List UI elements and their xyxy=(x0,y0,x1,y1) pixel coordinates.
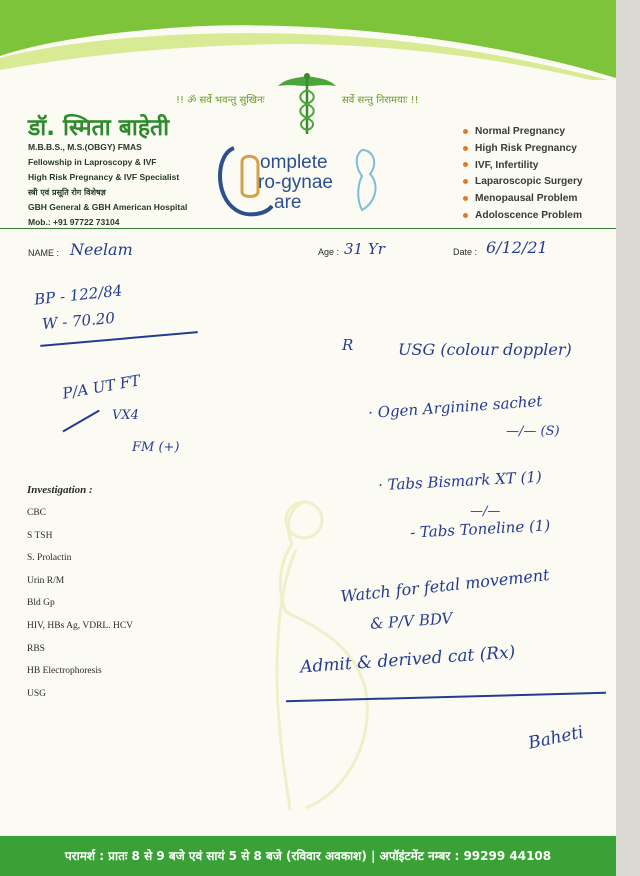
investigation-item: HIV, HBs Ag, VDRL. HCV xyxy=(27,620,134,631)
service-item: High Risk Pregnancy xyxy=(463,141,583,158)
investigation-title: Investigation : xyxy=(27,484,93,496)
header-divider xyxy=(0,228,616,229)
rx-instruction-3: Admit & derived cat (Rx) xyxy=(299,642,516,678)
investigation-item: S. Prolactin xyxy=(27,553,72,564)
pa-tick-stroke xyxy=(62,410,99,432)
visit-date: 6/12/21 xyxy=(486,238,548,257)
service-item: Menopausal Problem xyxy=(463,191,583,208)
rx-line-bismark: · Tabs Bismark XT (1) xyxy=(377,467,543,495)
bullet-icon xyxy=(463,196,468,201)
logo-line-1: omplete xyxy=(260,152,328,173)
rx-line-toneline: - Tabs Toneline (1) xyxy=(409,516,551,542)
logo-line-3: are xyxy=(274,192,302,213)
underline-stroke xyxy=(40,331,198,346)
rx-dose-sachet: —/— (S) xyxy=(506,424,560,439)
doctor-name: डॉ. स्मिता बाहेती xyxy=(28,115,170,141)
bullet-icon xyxy=(463,162,468,167)
fm-note: FM (+) xyxy=(132,440,180,455)
patient-name: Neelam xyxy=(70,240,133,259)
rx-symbol: R xyxy=(342,336,354,354)
header-wave-band xyxy=(0,0,640,80)
credential-line: स्त्री एवं प्रसूति रोग विशेषज्ञ xyxy=(28,188,106,197)
rx-instruction-1: Watch for fetal movement xyxy=(339,565,551,606)
footer-timings: परामर्श : प्रातः 8 से 9 बजे एवं सायं 5 से 8 बजे (रविवार अवकाश) | अपॉइंटमेंट नम्बर : 99299 44108 xyxy=(64,849,552,863)
investigation-item: Urin R/M xyxy=(27,575,65,586)
vx-note: VX4 xyxy=(112,408,139,423)
credential-line: Mob.: +91 97722 73104 xyxy=(28,217,120,227)
page-edge xyxy=(616,0,640,876)
bullet-icon xyxy=(463,179,468,184)
pa-note: P/A UT FT xyxy=(61,371,142,403)
investigation-item: S TSH xyxy=(27,530,53,541)
investigation-item: CBC xyxy=(27,508,47,518)
rx-instruction-2: & P/V BDV xyxy=(369,609,454,633)
service-item: Normal Pregnancy xyxy=(463,124,583,141)
name-label: NAME : xyxy=(28,248,60,258)
bullet-icon xyxy=(463,129,468,134)
investigation-item: USG xyxy=(27,688,47,699)
weight-note: W - 70.20 xyxy=(41,308,116,334)
rx-line-sachet: · Ogen Arginine sachet xyxy=(367,391,543,423)
shloka-left: !! ॐ सर्वे भवन्तु सुखिनः xyxy=(176,95,265,106)
age-label: Age : xyxy=(318,247,340,257)
credential-line: High Risk Pregnancy & IVF Specialist xyxy=(28,172,180,182)
date-label: Date : xyxy=(453,247,478,257)
service-item: Adoloscence Problem xyxy=(463,208,583,225)
investigation-item: RBS xyxy=(27,643,45,654)
bp-note: BP - 122/84 xyxy=(33,281,124,309)
investigation-item: HB Electrophoresis xyxy=(27,666,102,677)
credential-line: M.B.B.S., M.S.(OBGY) FMAS xyxy=(28,142,142,152)
bullet-icon xyxy=(463,146,468,151)
rx-line-usg: USG (colour doppler) xyxy=(398,340,572,359)
services-list xyxy=(463,124,583,225)
logo-line-2: ro-gynae xyxy=(258,172,333,193)
clinic-logo xyxy=(212,140,382,220)
service-item: Laparoscopic Surgery xyxy=(463,174,583,191)
footer-band xyxy=(0,836,616,876)
investigation-item: Bld Gp xyxy=(27,598,55,609)
credential-line: GBH General & GBH American Hospital xyxy=(28,202,188,212)
investigation-list xyxy=(27,508,133,711)
rx-dose-bismark: —/— xyxy=(470,504,501,519)
credentials-block xyxy=(28,140,187,230)
patient-age: 31 Yr xyxy=(344,240,385,258)
shloka-right: सर्वे सन्तु निरामयाः !! xyxy=(342,95,419,106)
credential-line: Fellowship in Laproscopy & IVF xyxy=(28,157,157,167)
caduceus-icon xyxy=(276,72,338,136)
doctor-signature: Baheti xyxy=(526,722,586,754)
bullet-icon xyxy=(463,213,468,218)
service-item: IVF, Infertility xyxy=(463,158,583,175)
